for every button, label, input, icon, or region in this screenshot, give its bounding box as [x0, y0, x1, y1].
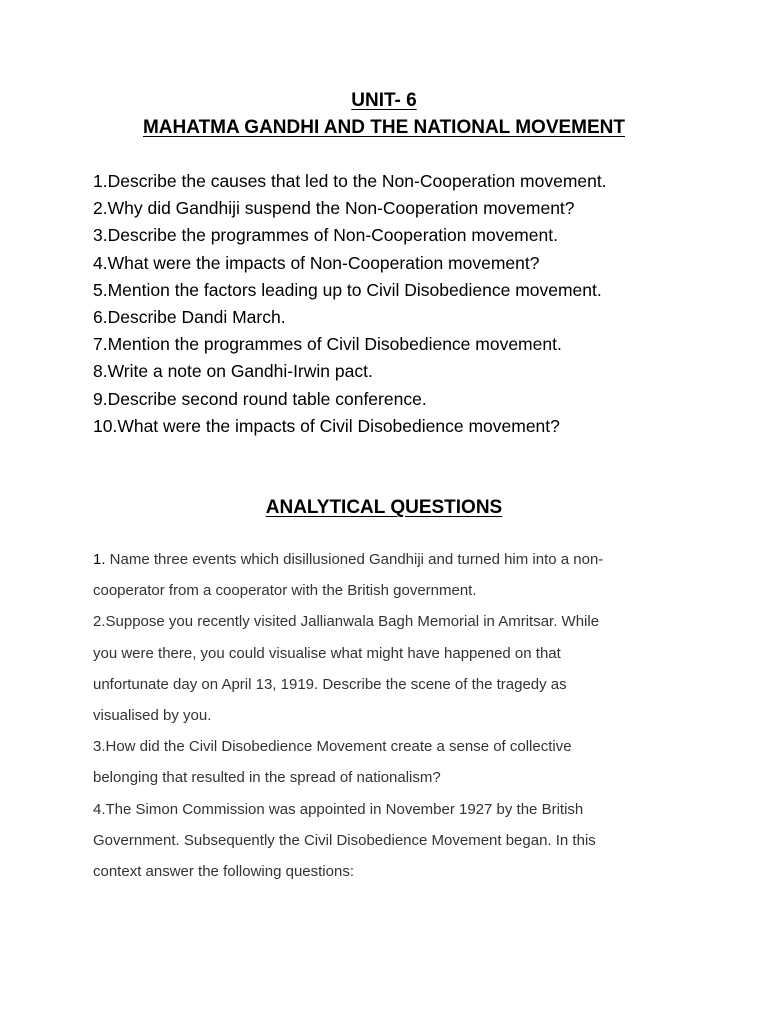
- question-item: 4.What were the impacts of Non-Cooperation movement?: [93, 252, 540, 273]
- chapter-title: MAHATMA GANDHI AND THE NATIONAL MOVEMENT: [142, 117, 625, 138]
- question-item: 10.What were the impacts of Civil Disobedience movement?: [93, 415, 560, 436]
- question-text: unfortunate day on April 13, 1919. Describe the scene of the tragedy as: [93, 675, 567, 693]
- unit-title: UNIT- 6: [351, 90, 417, 111]
- analytical-section-title: ANALYTICAL QUESTIONS: [265, 497, 503, 518]
- question-text: Government. Subsequently the Civil Disobedience Movement began. In this: [93, 831, 596, 849]
- question-item: 9.Describe second round table conference.: [93, 388, 427, 409]
- question-list: [93, 168, 607, 440]
- analytical-question-3: 3.How did the Civil Disobedience Movement create a sense of collective: [93, 738, 572, 756]
- analytical-question-1: [93, 544, 673, 575]
- question-item: 8.Write a note on Gandhi-Irwin pact.: [93, 361, 373, 382]
- question-number: 1.: [93, 551, 106, 568]
- question-item: 6.Describe Dandi March.: [93, 306, 286, 327]
- analytical-question-4: 4.The Simon Commission was appointed in November 1927 by the British: [93, 800, 584, 818]
- question-text: visualised by you.: [93, 706, 212, 724]
- question-item: 3.Describe the programmes of Non-Cooperation movement.: [93, 225, 558, 246]
- question-item: 5.Mention the factors leading up to Civil Disobedience movement.: [93, 279, 602, 300]
- question-text: belonging that resulted in the spread of nationalism?: [93, 769, 441, 787]
- question-item: 2.Why did Gandhiji suspend the Non-Cooperation movement?: [93, 198, 575, 219]
- question-text: Name three events which disillusioned Gandhiji and turned him into a non-: [105, 551, 604, 568]
- question-item: 1.Describe the causes that led to the Non-Cooperation movement.: [93, 171, 607, 191]
- analytical-questions: [93, 544, 673, 887]
- question-item: 7.Mention the programmes of Civil Disobedience movement.: [93, 334, 562, 355]
- question-text: context answer the following questions:: [93, 862, 354, 880]
- question-text: cooperator from a cooperator with the British government.: [93, 582, 477, 600]
- analytical-question-2: 2.Suppose you recently visited Jallianwala Bagh Memorial in Amritsar. While: [93, 613, 600, 631]
- question-text: you were there, you could visualise what might have happened on that: [93, 644, 561, 662]
